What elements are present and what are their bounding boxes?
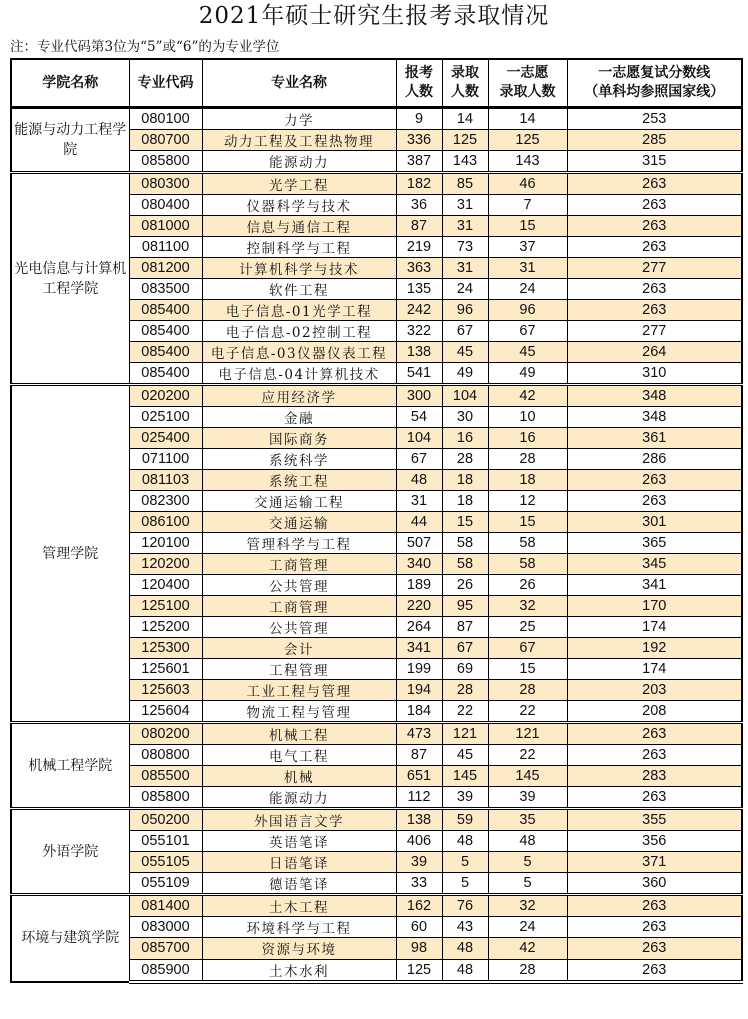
admitted-cell: 28 [442, 449, 488, 470]
applicants-cell: 219 [396, 237, 442, 258]
cutoff-cell: 170 [567, 596, 742, 617]
cutoff-cell: 348 [567, 385, 742, 407]
cutoff-cell: 263 [567, 173, 742, 195]
major-code-cell: 081100 [129, 237, 202, 258]
applicants-cell: 33 [396, 873, 442, 895]
applicants-cell: 184 [396, 701, 442, 723]
first-choice-cell: 22 [488, 745, 567, 766]
header-admitted-line2: 人数 [451, 84, 479, 100]
first-choice-cell: 10 [488, 407, 567, 428]
major-name-cell: 计算机科学与技术 [202, 258, 396, 279]
admitted-cell: 48 [442, 938, 488, 959]
header-college: 学院名称 [11, 59, 129, 108]
major-code-cell: 125300 [129, 638, 202, 659]
applicants-cell: 220 [396, 596, 442, 617]
major-name-cell: 会计 [202, 638, 396, 659]
admitted-cell: 59 [442, 809, 488, 831]
applicants-cell: 340 [396, 554, 442, 575]
admitted-cell: 18 [442, 470, 488, 491]
applicants-cell: 60 [396, 917, 442, 938]
cutoff-cell: 348 [567, 407, 742, 428]
major-name-cell: 工商管理 [202, 554, 396, 575]
major-code-cell: 085400 [129, 363, 202, 385]
major-code-cell: 080300 [129, 173, 202, 195]
major-name-cell: 国际商务 [202, 428, 396, 449]
first-choice-cell: 14 [488, 108, 567, 130]
first-choice-cell: 96 [488, 300, 567, 321]
table-row [11, 895, 742, 917]
applicants-cell: 48 [396, 470, 442, 491]
major-name-cell: 电子信息-03仪器仪表工程 [202, 342, 396, 363]
header-cutoff-line1: 一志愿复试分数线 [598, 65, 711, 81]
major-code-cell: 025400 [129, 428, 202, 449]
admitted-cell: 30 [442, 407, 488, 428]
admitted-cell: 87 [442, 617, 488, 638]
admitted-cell: 58 [442, 554, 488, 575]
major-code-cell: 055101 [129, 831, 202, 852]
applicants-cell: 44 [396, 512, 442, 533]
major-name-cell: 系统工程 [202, 470, 396, 491]
cutoff-cell: 263 [567, 895, 742, 917]
major-name-cell: 电子信息-04计算机技术 [202, 363, 396, 385]
first-choice-cell: 24 [488, 917, 567, 938]
first-choice-cell: 58 [488, 533, 567, 554]
cutoff-cell: 361 [567, 428, 742, 449]
major-name-cell: 公共管理 [202, 617, 396, 638]
cutoff-cell: 263 [567, 938, 742, 959]
cutoff-cell: 356 [567, 831, 742, 852]
major-name-cell: 交通运输 [202, 512, 396, 533]
major-name-cell: 英语笔译 [202, 831, 396, 852]
major-code-cell: 080800 [129, 745, 202, 766]
header-first-choice [488, 59, 567, 108]
first-choice-cell: 46 [488, 173, 567, 195]
applicants-cell: 264 [396, 617, 442, 638]
cutoff-cell: 174 [567, 617, 742, 638]
admitted-cell: 45 [442, 745, 488, 766]
major-name-cell: 机械 [202, 766, 396, 787]
college-name-cell: 能源与动力工程学院 [11, 108, 129, 173]
admitted-cell: 48 [442, 831, 488, 852]
major-name-cell: 土木工程 [202, 895, 396, 917]
first-choice-cell: 42 [488, 385, 567, 407]
admitted-cell: 67 [442, 321, 488, 342]
admitted-cell: 39 [442, 787, 488, 809]
applicants-cell: 336 [396, 130, 442, 151]
cutoff-cell: 365 [567, 533, 742, 554]
first-choice-cell: 32 [488, 895, 567, 917]
major-code-cell: 055105 [129, 852, 202, 873]
major-code-cell: 125200 [129, 617, 202, 638]
cutoff-cell: 174 [567, 659, 742, 680]
major-code-cell: 055109 [129, 873, 202, 895]
major-code-cell: 125601 [129, 659, 202, 680]
major-name-cell: 电子信息-01光学工程 [202, 300, 396, 321]
first-choice-cell: 31 [488, 258, 567, 279]
applicants-cell: 473 [396, 723, 442, 745]
major-name-cell: 控制科学与工程 [202, 237, 396, 258]
first-choice-cell: 37 [488, 237, 567, 258]
admitted-cell: 85 [442, 173, 488, 195]
major-name-cell: 环境科学与工程 [202, 917, 396, 938]
first-choice-cell: 39 [488, 787, 567, 809]
major-code-cell: 085400 [129, 342, 202, 363]
header-admitted [442, 59, 488, 108]
first-choice-cell: 67 [488, 321, 567, 342]
first-choice-cell: 67 [488, 638, 567, 659]
applicants-cell: 189 [396, 575, 442, 596]
major-name-cell: 物流工程与管理 [202, 701, 396, 723]
applicants-cell: 138 [396, 342, 442, 363]
applicants-cell: 341 [396, 638, 442, 659]
header-applicants-line1: 报考 [405, 65, 433, 81]
major-code-cell: 085500 [129, 766, 202, 787]
admitted-cell: 95 [442, 596, 488, 617]
first-choice-cell: 145 [488, 766, 567, 787]
major-code-cell: 125100 [129, 596, 202, 617]
first-choice-cell: 49 [488, 363, 567, 385]
admitted-cell: 73 [442, 237, 488, 258]
cutoff-cell: 263 [567, 216, 742, 237]
first-choice-cell: 125 [488, 130, 567, 151]
table-header-row [11, 59, 742, 108]
major-name-cell: 工业工程与管理 [202, 680, 396, 701]
admitted-cell: 121 [442, 723, 488, 745]
major-name-cell: 能源动力 [202, 151, 396, 173]
admitted-cell: 14 [442, 108, 488, 130]
cutoff-cell: 263 [567, 470, 742, 491]
cutoff-cell: 263 [567, 279, 742, 300]
major-name-cell: 能源动力 [202, 787, 396, 809]
college-name-cell: 外语学院 [11, 809, 129, 895]
applicants-cell: 104 [396, 428, 442, 449]
table-row [11, 173, 742, 195]
major-code-cell: 080700 [129, 130, 202, 151]
major-code-cell: 071100 [129, 449, 202, 470]
applicants-cell: 162 [396, 895, 442, 917]
admitted-cell: 145 [442, 766, 488, 787]
header-applicants-line2: 人数 [405, 84, 433, 100]
cutoff-cell: 315 [567, 151, 742, 173]
admitted-cell: 58 [442, 533, 488, 554]
first-choice-cell: 5 [488, 852, 567, 873]
admitted-cell: 76 [442, 895, 488, 917]
applicants-cell: 87 [396, 216, 442, 237]
first-choice-cell: 143 [488, 151, 567, 173]
major-name-cell: 土木水利 [202, 959, 396, 982]
cutoff-cell: 264 [567, 342, 742, 363]
major-code-cell: 085800 [129, 787, 202, 809]
cutoff-cell: 341 [567, 575, 742, 596]
cutoff-cell: 277 [567, 258, 742, 279]
applicants-cell: 138 [396, 809, 442, 831]
cutoff-cell: 301 [567, 512, 742, 533]
cutoff-cell: 203 [567, 680, 742, 701]
first-choice-cell: 7 [488, 195, 567, 216]
applicants-cell: 651 [396, 766, 442, 787]
major-name-cell: 电子信息-02控制工程 [202, 321, 396, 342]
first-choice-cell: 18 [488, 470, 567, 491]
applicants-cell: 54 [396, 407, 442, 428]
major-code-cell: 081200 [129, 258, 202, 279]
table-body [11, 108, 742, 982]
admitted-cell: 48 [442, 959, 488, 982]
admitted-cell: 49 [442, 363, 488, 385]
cutoff-cell: 263 [567, 787, 742, 809]
applicants-cell: 406 [396, 831, 442, 852]
cutoff-cell: 263 [567, 195, 742, 216]
applicants-cell: 135 [396, 279, 442, 300]
admitted-cell: 31 [442, 195, 488, 216]
applicants-cell: 9 [396, 108, 442, 130]
table-row [11, 385, 742, 407]
table-note: 注：专业代码第3位为“5”或“6”的为专业学位 [10, 39, 280, 55]
first-choice-cell: 15 [488, 216, 567, 237]
applicants-cell: 387 [396, 151, 442, 173]
applicants-cell: 87 [396, 745, 442, 766]
major-code-cell: 020200 [129, 385, 202, 407]
cutoff-cell: 263 [567, 745, 742, 766]
applicants-cell: 125 [396, 959, 442, 982]
first-choice-cell: 24 [488, 279, 567, 300]
cutoff-cell: 345 [567, 554, 742, 575]
applicants-cell: 194 [396, 680, 442, 701]
major-code-cell: 080400 [129, 195, 202, 216]
applicants-cell: 541 [396, 363, 442, 385]
first-choice-cell: 28 [488, 680, 567, 701]
first-choice-cell: 25 [488, 617, 567, 638]
first-choice-cell: 121 [488, 723, 567, 745]
major-name-cell: 工程管理 [202, 659, 396, 680]
first-choice-cell: 58 [488, 554, 567, 575]
major-code-cell: 081103 [129, 470, 202, 491]
major-name-cell: 应用经济学 [202, 385, 396, 407]
major-code-cell: 083000 [129, 917, 202, 938]
first-choice-cell: 32 [488, 596, 567, 617]
first-choice-cell: 15 [488, 512, 567, 533]
major-name-cell: 系统科学 [202, 449, 396, 470]
applicants-cell: 67 [396, 449, 442, 470]
major-code-cell: 081400 [129, 895, 202, 917]
header-code: 专业代码 [129, 59, 202, 108]
admitted-cell: 5 [442, 852, 488, 873]
admitted-cell: 26 [442, 575, 488, 596]
applicants-cell: 36 [396, 195, 442, 216]
cutoff-cell: 208 [567, 701, 742, 723]
major-code-cell: 120400 [129, 575, 202, 596]
major-name-cell: 交通运输工程 [202, 491, 396, 512]
cutoff-cell: 192 [567, 638, 742, 659]
applicants-cell: 242 [396, 300, 442, 321]
major-name-cell: 机械工程 [202, 723, 396, 745]
admitted-cell: 104 [442, 385, 488, 407]
major-code-cell: 125604 [129, 701, 202, 723]
admitted-cell: 69 [442, 659, 488, 680]
major-code-cell: 085800 [129, 151, 202, 173]
major-code-cell: 081000 [129, 216, 202, 237]
cutoff-cell: 371 [567, 852, 742, 873]
first-choice-cell: 26 [488, 575, 567, 596]
first-choice-cell: 22 [488, 701, 567, 723]
header-first-choice-line2: 录取人数 [499, 84, 556, 100]
first-choice-cell: 28 [488, 959, 567, 982]
major-code-cell: 085900 [129, 959, 202, 982]
major-name-cell: 光学工程 [202, 173, 396, 195]
college-name-cell: 管理学院 [11, 385, 129, 723]
cutoff-cell: 277 [567, 321, 742, 342]
cutoff-cell: 263 [567, 959, 742, 982]
applicants-cell: 112 [396, 787, 442, 809]
college-name-cell: 环境与建筑学院 [11, 895, 129, 982]
major-code-cell: 085700 [129, 938, 202, 959]
admitted-cell: 31 [442, 258, 488, 279]
cutoff-cell: 360 [567, 873, 742, 895]
table-row [11, 723, 742, 745]
major-name-cell: 工商管理 [202, 596, 396, 617]
first-choice-cell: 48 [488, 831, 567, 852]
header-admitted-line1: 录取 [451, 65, 479, 81]
major-code-cell: 025100 [129, 407, 202, 428]
header-first-choice-line1: 一志愿 [506, 65, 549, 81]
major-code-cell: 080100 [129, 108, 202, 130]
applicants-cell: 322 [396, 321, 442, 342]
applicants-cell: 300 [396, 385, 442, 407]
cutoff-cell: 253 [567, 108, 742, 130]
admitted-cell: 96 [442, 300, 488, 321]
major-code-cell: 125603 [129, 680, 202, 701]
admitted-cell: 18 [442, 491, 488, 512]
major-code-cell: 085400 [129, 300, 202, 321]
major-name-cell: 信息与通信工程 [202, 216, 396, 237]
applicants-cell: 363 [396, 258, 442, 279]
major-code-cell: 120100 [129, 533, 202, 554]
admitted-cell: 67 [442, 638, 488, 659]
first-choice-cell: 45 [488, 342, 567, 363]
page-title: 2021年硕士研究生报考录取情况 [198, 3, 550, 29]
admitted-cell: 5 [442, 873, 488, 895]
admitted-cell: 31 [442, 216, 488, 237]
first-choice-cell: 16 [488, 428, 567, 449]
cutoff-cell: 283 [567, 766, 742, 787]
admitted-cell: 45 [442, 342, 488, 363]
applicants-cell: 39 [396, 852, 442, 873]
applicants-cell: 507 [396, 533, 442, 554]
major-name-cell: 资源与环境 [202, 938, 396, 959]
first-choice-cell: 42 [488, 938, 567, 959]
major-name-cell: 动力工程及工程热物理 [202, 130, 396, 151]
applicants-cell: 199 [396, 659, 442, 680]
admitted-cell: 24 [442, 279, 488, 300]
major-name-cell: 电气工程 [202, 745, 396, 766]
major-code-cell: 080200 [129, 723, 202, 745]
major-code-cell: 085400 [129, 321, 202, 342]
applicants-cell: 98 [396, 938, 442, 959]
cutoff-cell: 285 [567, 130, 742, 151]
cutoff-cell: 263 [567, 917, 742, 938]
admitted-cell: 43 [442, 917, 488, 938]
college-name-cell: 光电信息与计算机工程学院 [11, 173, 129, 385]
major-code-cell: 120200 [129, 554, 202, 575]
admitted-cell: 15 [442, 512, 488, 533]
major-name-cell: 仪器科学与技术 [202, 195, 396, 216]
header-cutoff-line2: （单科均参照国家线） [584, 84, 725, 100]
college-name-cell: 机械工程学院 [11, 723, 129, 809]
first-choice-cell: 5 [488, 873, 567, 895]
cutoff-cell: 263 [567, 723, 742, 745]
cutoff-cell: 263 [567, 237, 742, 258]
applicants-cell: 182 [396, 173, 442, 195]
major-name-cell: 软件工程 [202, 279, 396, 300]
header-applicants [396, 59, 442, 108]
cutoff-cell: 263 [567, 300, 742, 321]
major-name-cell: 日语笔译 [202, 852, 396, 873]
major-name-cell: 管理科学与工程 [202, 533, 396, 554]
major-name-cell: 外国语言文学 [202, 809, 396, 831]
header-cutoff [567, 59, 742, 108]
table-row [11, 108, 742, 130]
major-name-cell: 金融 [202, 407, 396, 428]
admitted-cell: 28 [442, 680, 488, 701]
cutoff-cell: 310 [567, 363, 742, 385]
cutoff-cell: 263 [567, 491, 742, 512]
table-row [11, 809, 742, 831]
major-name-cell: 公共管理 [202, 575, 396, 596]
major-name-cell: 德语笔译 [202, 873, 396, 895]
major-code-cell: 086100 [129, 512, 202, 533]
admissions-table [10, 58, 743, 984]
first-choice-cell: 12 [488, 491, 567, 512]
first-choice-cell: 15 [488, 659, 567, 680]
major-code-cell: 082300 [129, 491, 202, 512]
first-choice-cell: 28 [488, 449, 567, 470]
major-code-cell: 050200 [129, 809, 202, 831]
major-name-cell: 力学 [202, 108, 396, 130]
cutoff-cell: 286 [567, 449, 742, 470]
admitted-cell: 125 [442, 130, 488, 151]
applicants-cell: 31 [396, 491, 442, 512]
header-major: 专业名称 [202, 59, 396, 108]
first-choice-cell: 35 [488, 809, 567, 831]
admitted-cell: 16 [442, 428, 488, 449]
admitted-cell: 143 [442, 151, 488, 173]
major-code-cell: 083500 [129, 279, 202, 300]
cutoff-cell: 355 [567, 809, 742, 831]
admitted-cell: 22 [442, 701, 488, 723]
